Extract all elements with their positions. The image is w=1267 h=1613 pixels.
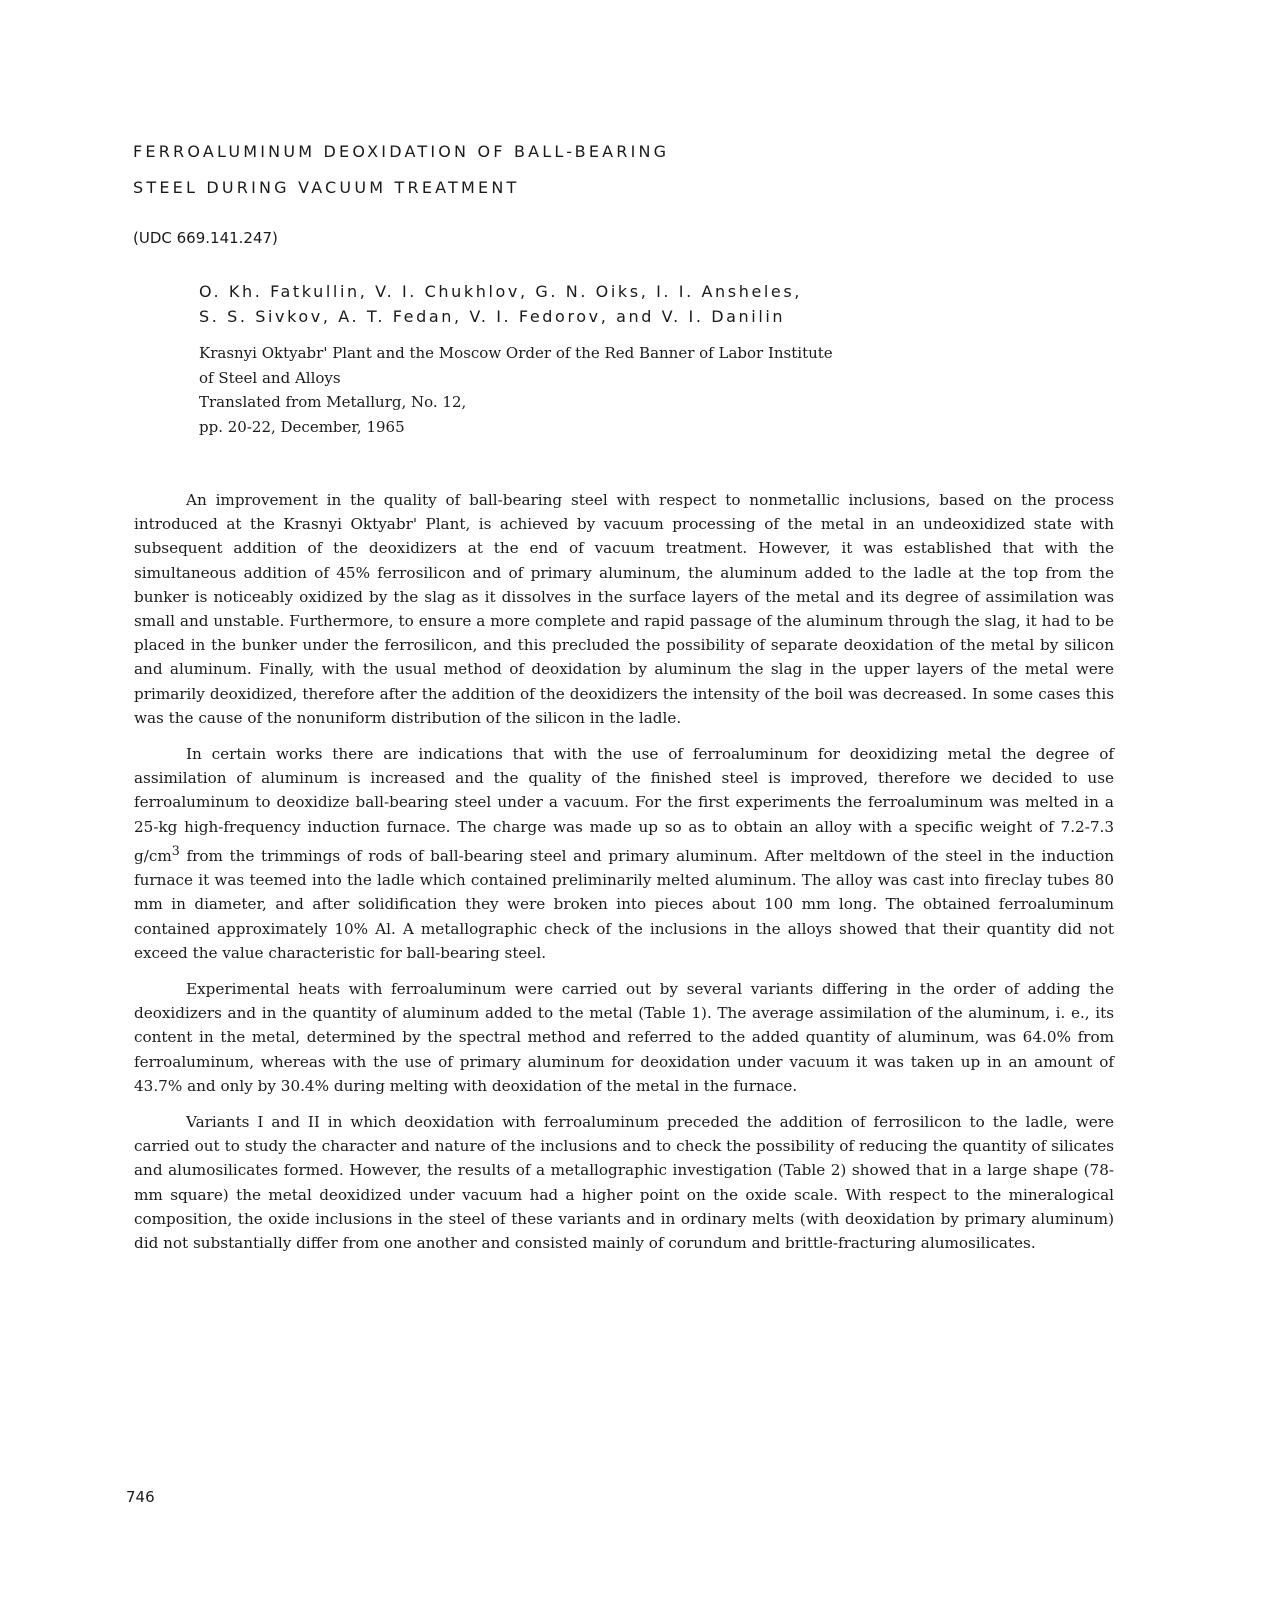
translation-source-line-2: pp. 20-22, December, 1965 [199,417,405,436]
affiliation-line-2: of Steel and Alloys [199,368,341,387]
affiliation-line-1: Krasnyi Oktyabr' Plant and the Moscow Order of the Red Banner of Labor Institute [199,344,833,362]
article-title-line-1: FERROALUMINUM DEOXIDATION OF BALL-BEARING [133,142,670,161]
page-number: 746 [126,1488,155,1506]
paragraph-4: Variants I and II in which deoxidation with ferroaluminum preceded the addition of ferrosilicon to the ladle, were carried out to study the character and nature of the inclusions and to check the possibility of reducing the quantity of silicates and alumosilicates formed. However, the results of a metallographic investigation (Table 2) showed that in a large shape (78-mm square) the metal deoxidized under vacuum had a higher point on the oxide scale. With respect to the mineralogical composition, the oxide inclusions in the steel of these variants and in ordinary melts (with deoxidation by primary aluminum) did not substantially differ from one another and consisted mainly of corundum and brittle-fracturing alumosilicates. [134,1112,1114,1252]
superscript-3: 3 [171,842,180,858]
udc-code: (UDC 669.141.247) [133,229,278,247]
paragraph-1: An improvement in the quality of ball-bearing steel with respect to nonmetallic inclusions, based on the process introduced at the Krasnyi Oktyabr' Plant, is achieved by vacuum processing of the metal in an undeoxidized state with subsequent addition of the deoxidizers at the end of vacuum treatment. However, it was established that with the simultaneous addition of 45% ferrosilicon and of primary aluminum, the aluminum added to the ladle at the top from the bunker is noticeably oxidized by the slag as it dissolves in the surface layers of the metal and its degree of assimilation was small and unstable. Furthermore, to ensure a more complete and rapid passage of the aluminum through the slag, it had to be placed in the bunker under the ferrosilicon, and this precluded the possibility of separate deoxidation of the metal by silicon and aluminum. Finally, with the usual method of deoxidation by aluminum the slag in the upper layers of the metal were primarily deoxidized, therefore after the addition of the deoxidizers the intensity of the boil was decreased. In some cases this was the cause of the nonuniform distribution of the silicon in the ladle. [134,491,1114,727]
paragraph-3: Experimental heats with ferroaluminum were carried out by several variants differing in the order of adding the deoxidizers and in the quantity of aluminum added to the metal (Table 1). The average assimilation of the aluminum, i. e., its content in the metal, determined by the spectral method and referred to the added quantity of aluminum, was 64.0% from ferroaluminum, whereas with the use of primary aluminum for deoxidation under vacuum it was taken up in an amount of 43.7% and only by 30.4% during melting with deoxidation of the metal in the furnace. [134,979,1114,1095]
article-title-line-2: STEEL DURING VACUUM TREATMENT [133,178,520,197]
author-list [199,279,802,329]
translation-source-line-1: Translated from Metallurg, No. 12, [199,393,467,411]
affiliation-block [199,341,833,439]
paragraph-2-part-b: from the trimmings of rods of ball-bearing steel and primary aluminum. After meltdown of the steel in the induction furnace it was teemed into the ladle which contained preliminarily melted aluminum. The alloy was cast into fireclay tubes 80 mm in diameter, and after solidification they were broken into pieces about 100 mm long. The obtained ferroaluminum contained approximately 10% Al. A metallographic check of the inclusions in the alloys showed that their quantity did not exceed the value characteristic for ball-bearing steel. [134,846,1114,962]
paragraph-2 [134,742,1114,965]
author-line-2: S. S. Sivkov, A. T. Fedan, V. I. Fedorov, and V. I. Danilin [199,307,786,326]
article-body [134,488,1114,1267]
author-line-1: O. Kh. Fatkullin, V. I. Chukhlov, G. N. Oiks, I. I. Ansheles, [199,282,802,301]
paragraph-2-part-a: In certain works there are indications that with the use of ferroaluminum for deoxidizing metal the degree of assimilation of aluminum is increased and the quality of the finished steel is improved, therefore we decided to use ferroaluminum to deoxidize ball-bearing steel under a vacuum. For the first experiments the ferroaluminum was melted in a 25-kg high-frequency induction furnace. The charge was made up so as to obtain an alloy with a specific weight of 7.2-7.3 g/cm [134,745,1114,865]
